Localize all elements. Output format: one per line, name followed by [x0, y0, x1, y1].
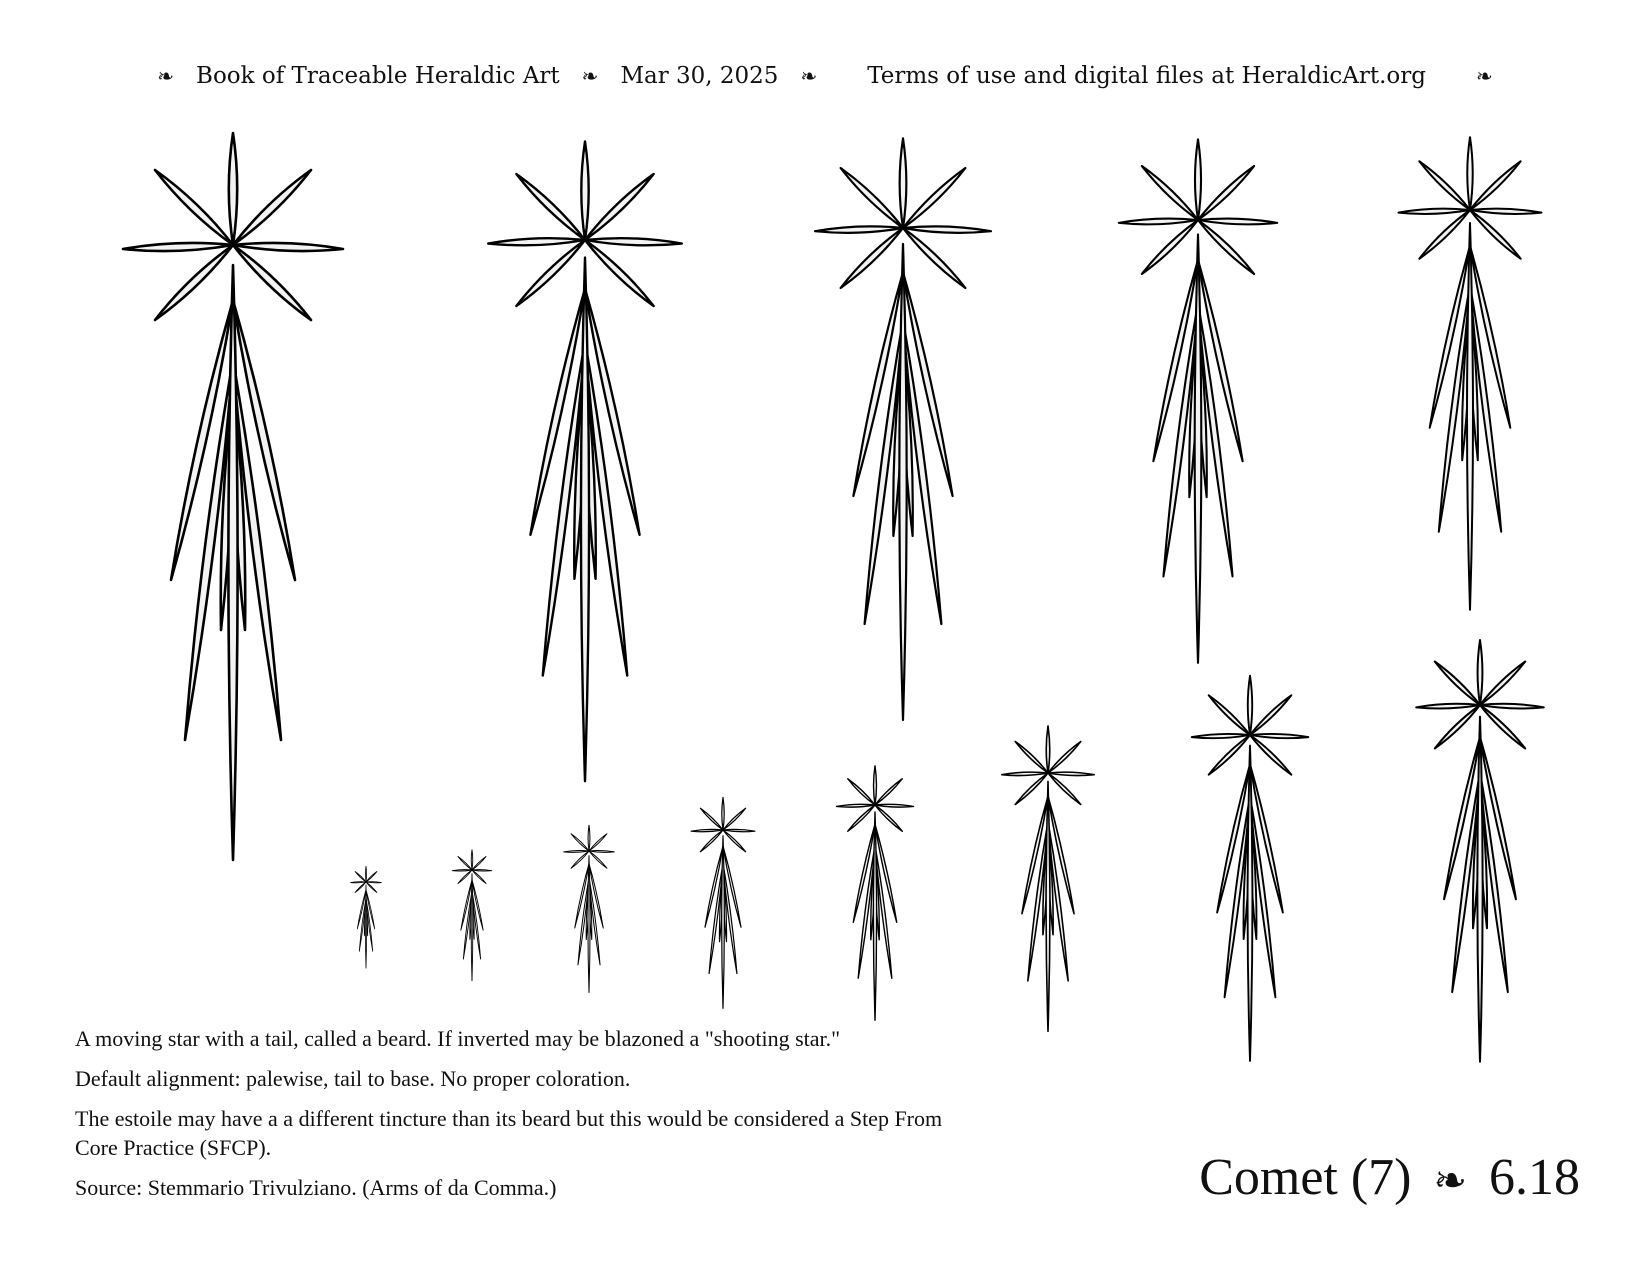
- comet-star-ray: [1480, 662, 1525, 706]
- ornament-icon: ❧: [800, 64, 818, 88]
- comet-star-ray: [903, 226, 991, 232]
- comet-star-ray: [1002, 772, 1048, 775]
- comet-star-ray: [1250, 734, 1308, 738]
- comet-star-ray: [1416, 704, 1480, 709]
- comet-star-ray: [723, 830, 746, 852]
- comet-star-ray: [1198, 219, 1277, 225]
- comet-star-ray: [1142, 166, 1198, 220]
- comet-star-ray: [1048, 773, 1081, 805]
- comet-star-ray: [1470, 210, 1521, 259]
- comet-figure: [1192, 676, 1309, 1061]
- note-alignment: Default alignment: palewise, tail to base. No proper coloration.: [75, 1066, 631, 1091]
- comet-star-ray: [516, 240, 585, 306]
- comet-star-ray: [571, 851, 589, 868]
- comet-figure: [1002, 726, 1094, 1031]
- comet-figure: [691, 798, 755, 1009]
- comet-star-ray: [155, 245, 233, 320]
- comet-star-ray: [588, 825, 590, 851]
- comet-beard-ray: [1477, 717, 1482, 1062]
- ornament-icon: ❧: [157, 64, 175, 88]
- comet-star-ray: [1480, 704, 1544, 709]
- comet-star-ray: [1198, 220, 1254, 274]
- description-notes: [75, 1024, 975, 1213]
- comet-star-ray: [1467, 137, 1472, 210]
- comet-star-ray: [874, 766, 877, 805]
- comet-figure: [1119, 139, 1277, 662]
- comet-star-ray: [1470, 209, 1542, 214]
- comet-figure: [564, 825, 615, 992]
- comet-star-ray: [458, 857, 472, 871]
- comet-star-ray: [229, 133, 237, 245]
- comet-beard-ray: [722, 836, 725, 1009]
- comet-beard-ray: [228, 265, 237, 860]
- comet-star-ray: [472, 870, 492, 871]
- comet-star-ray: [233, 245, 311, 320]
- comet-beard-ray: [1046, 781, 1050, 1031]
- comet-star-ray: [585, 240, 654, 306]
- comet-star-ray: [841, 168, 903, 228]
- figure-name: Comet (7): [1199, 1149, 1412, 1206]
- comet-star-ray: [700, 830, 723, 852]
- comet-star-ray: [1480, 705, 1525, 749]
- comet-beard-ray: [1248, 746, 1253, 1061]
- comet-star-ray: [233, 170, 311, 245]
- comet-star-ray: [123, 243, 233, 251]
- comet-star-ray: [1195, 139, 1201, 220]
- comet-figure: [123, 133, 343, 860]
- comet-star-ray: [841, 228, 903, 288]
- plate-number: 6.18: [1489, 1149, 1580, 1206]
- comet-star-ray: [875, 779, 902, 805]
- comet-star-ray: [1419, 210, 1470, 259]
- comet-figure: [837, 766, 914, 1020]
- comet-beard-ray: [1195, 234, 1202, 662]
- book-title: Book of Traceable Heraldic Art: [196, 63, 560, 89]
- comet-beard-ray: [1467, 223, 1473, 610]
- comet-beard-ray: [873, 812, 876, 1020]
- comet-star-ray: [1209, 735, 1250, 775]
- comet-star-ray: [366, 882, 381, 883]
- comet-beard-ray: [365, 885, 366, 968]
- comet-star-ray: [1250, 735, 1291, 775]
- comet-star-ray: [581, 141, 588, 240]
- comet-star-ray: [355, 872, 366, 883]
- note-tincture: The estoile may have a a different tincture than its beard but this would be considered a Step From Core Practice (SFCP).: [75, 1106, 943, 1160]
- comet-star-ray: [488, 238, 585, 245]
- comet-star-ray: [1248, 676, 1252, 735]
- comet-beard-ray: [471, 874, 473, 981]
- comet-star-ray: [571, 834, 589, 851]
- comet-star-ray: [366, 872, 377, 883]
- comet-star-ray: [233, 243, 343, 251]
- comet-star-ray: [1435, 705, 1480, 749]
- comet-star-ray: [1198, 166, 1254, 220]
- comet-figure: [1416, 640, 1544, 1062]
- comet-star-ray: [1419, 161, 1470, 210]
- comet-star-ray: [351, 882, 366, 883]
- publication-date: Mar 30, 2025: [620, 63, 779, 89]
- comet-beard-ray: [899, 244, 906, 720]
- comet-star-ray: [1015, 742, 1048, 774]
- comet-star-ray: [848, 805, 875, 831]
- comet-star-ray: [458, 870, 472, 884]
- ornament-icon: ❧: [1433, 1158, 1467, 1203]
- comet-star-ray: [815, 226, 903, 232]
- comet-star-ray: [1048, 772, 1094, 775]
- comet-star-ray: [1048, 742, 1081, 774]
- comet-star-ray: [691, 829, 723, 831]
- comet-figure: [1399, 137, 1542, 610]
- comet-figure: [815, 138, 991, 720]
- comet-star-ray: [472, 870, 486, 884]
- comet-star-ray: [589, 851, 607, 868]
- ornament-icon: ❧: [581, 64, 599, 88]
- comet-figure: [488, 141, 682, 781]
- comet-star-ray: [1250, 695, 1291, 735]
- comet-star-ray: [903, 168, 965, 228]
- page-title: [1199, 1148, 1580, 1207]
- ornament-icon: ❧: [1475, 64, 1493, 88]
- comet-star-ray: [564, 851, 589, 853]
- comet-star-ray: [723, 829, 755, 831]
- comet-star-ray: [585, 174, 654, 240]
- comet-star-ray: [1046, 726, 1050, 773]
- comet-star-ray: [355, 882, 366, 893]
- comet-star-ray: [472, 857, 486, 871]
- comet-star-ray: [1015, 773, 1048, 805]
- comet-star-ray: [155, 170, 233, 245]
- comet-figure: [351, 866, 382, 968]
- comet-star-ray: [585, 238, 682, 245]
- comet-star-ray: [1399, 209, 1471, 214]
- comet-star-ray: [589, 851, 614, 853]
- comet-star-ray: [723, 808, 746, 830]
- comet-star-ray: [848, 779, 875, 805]
- comet-star-ray: [837, 804, 876, 807]
- comet-star-ray: [875, 804, 914, 807]
- comet-star-ray: [875, 805, 902, 831]
- comet-star-ray: [589, 834, 607, 851]
- comet-star-ray: [700, 808, 723, 830]
- comet-star-ray: [1119, 219, 1198, 225]
- comet-star-ray: [900, 138, 907, 228]
- comet-beard-ray: [588, 856, 590, 993]
- comet-star-ray: [366, 882, 377, 893]
- comet-star-ray: [903, 228, 965, 288]
- note-source: Source: Stemmario Trivulziano. (Arms of da Comma.): [75, 1175, 557, 1200]
- comet-star-ray: [1209, 695, 1250, 735]
- note-description: A moving star with a tail, called a beard. If inverted may be blazoned a "shooting star.": [75, 1026, 841, 1051]
- terms-of-use: Terms of use and digital files at HeraldicArt.org: [867, 63, 1426, 89]
- comet-star-ray: [722, 798, 724, 830]
- comet-star-ray: [471, 850, 473, 870]
- comet-beard-ray: [581, 258, 589, 782]
- comet-star-ray: [365, 866, 366, 882]
- comet-star-ray: [1192, 734, 1250, 738]
- comet-star-ray: [1470, 161, 1521, 210]
- comet-star-ray: [516, 174, 585, 240]
- comet-star-ray: [1478, 640, 1483, 705]
- comet-star-ray: [452, 870, 472, 871]
- comet-star-ray: [1142, 220, 1198, 274]
- comet-figure: [452, 850, 492, 981]
- comet-star-ray: [1435, 662, 1480, 706]
